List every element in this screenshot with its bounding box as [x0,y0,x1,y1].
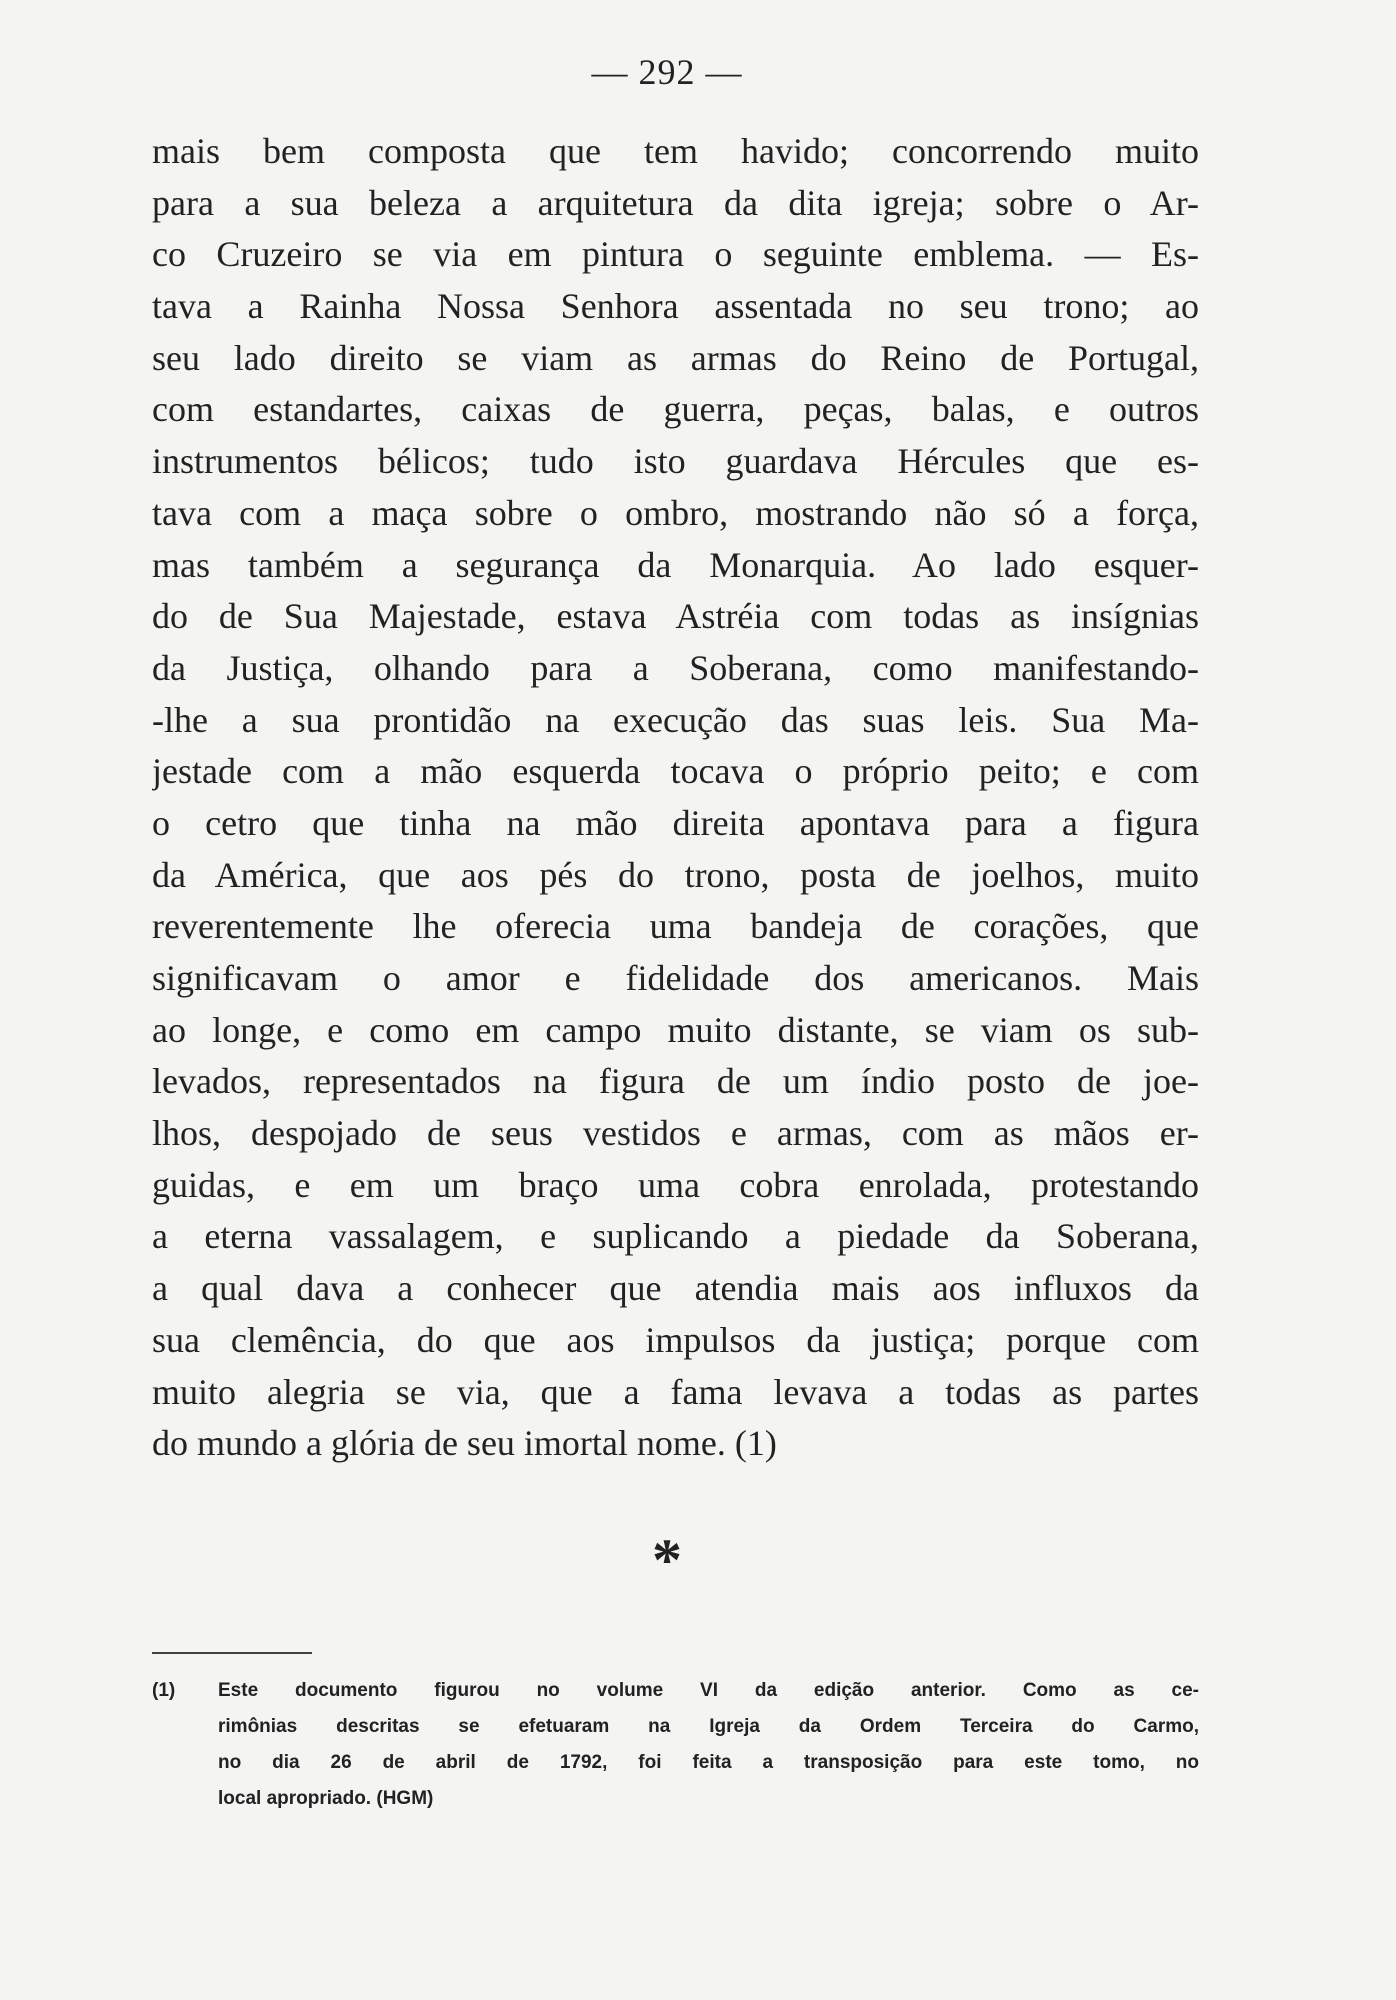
body-line: seu lado direito se viam as armas do Reino de Portugal, [152,337,1199,378]
body-line: tava a Rainha Nossa Senhora assentada no seu trono; ao [152,286,1199,327]
body-line: mais bem composta que tem havido; concorrendo muito [152,131,1199,171]
page-number: — 292 — [591,52,743,92]
body-line: sua clemência, do que aos impulsos da justiça; porque com [152,1319,1199,1360]
body-line: reverentemente lhe oferecia uma bandeja de corações, que [152,906,1199,947]
body-line: muito alegria se via, que a fama levava a todas as partes [152,1371,1199,1412]
body-line: da América, que aos pés do trono, posta de joelhos, muito [152,854,1199,895]
footnote-line: local apropriado. (HGM) [218,1788,434,1809]
footnote-rule [152,1652,312,1654]
body-line: co Cruzeiro se via em pintura o seguinte emblema. — Es- [152,234,1199,275]
body-line: para a sua beleza a arquitetura da dita igreja; sobre o Ar- [152,182,1199,223]
body-line: tava com a maça sobre o ombro, mostrando não só a força, [152,492,1199,533]
body-line: guidas, e em um braço uma cobra enrolada, protestando [152,1164,1199,1205]
footnote-text: Este documento figurou no volume VI da edição anterior. Como as ce- [218,1680,1199,1701]
footnote-line: no dia 26 de abril de 1792, foi feita a transposição para este tomo, no [218,1752,1199,1773]
footnote [152,1673,1199,1817]
body-line: do de Sua Majestade, estava Astréia com todas as insígnias [152,596,1199,637]
body-line: a eterna vassalagem, e suplicando a piedade da Soberana, [152,1216,1199,1257]
section-separator-asterisk: * [652,1527,682,1593]
body-line: lhos, despojado de seus vestidos e armas, com as mãos er- [152,1113,1199,1154]
body-line: jestade com a mão esquerda tocava o próprio peito; e com [152,751,1199,792]
body-line: com estandartes, caixas de guerra, peças, balas, e outros [152,389,1199,430]
body-line: mas também a segurança da Monarquia. Ao lado esquer- [152,544,1199,585]
footnote-line [152,1673,1199,1709]
body-line: a qual dava a conhecer que atendia mais aos influxos da [152,1268,1199,1309]
body-line: do mundo a glória de seu imortal nome. (1) [152,1423,777,1464]
body-line: instrumentos bélicos; tudo isto guardava Hércules que es- [152,441,1199,482]
body-line: ao longe, e como em campo muito distante, se viam os sub- [152,1009,1199,1050]
body-line: -lhe a sua prontidão na execução das suas leis. Sua Ma- [152,699,1199,740]
body-line: significavam o amor e fidelidade dos americanos. Mais [152,958,1199,998]
body-text [152,126,1199,1470]
body-line: levados, representados na figura de um índio posto de joe- [152,1061,1199,1102]
body-line: da Justiça, olhando para a Soberana, como manifestando- [152,647,1199,688]
body-line: o cetro que tinha na mão direita apontava para a figura [152,802,1199,843]
footnote-line: rimônias descritas se efetuaram na Igreja da Ordem Terceira do Carmo, [218,1716,1199,1737]
footnote-marker: (1) [152,1680,176,1701]
